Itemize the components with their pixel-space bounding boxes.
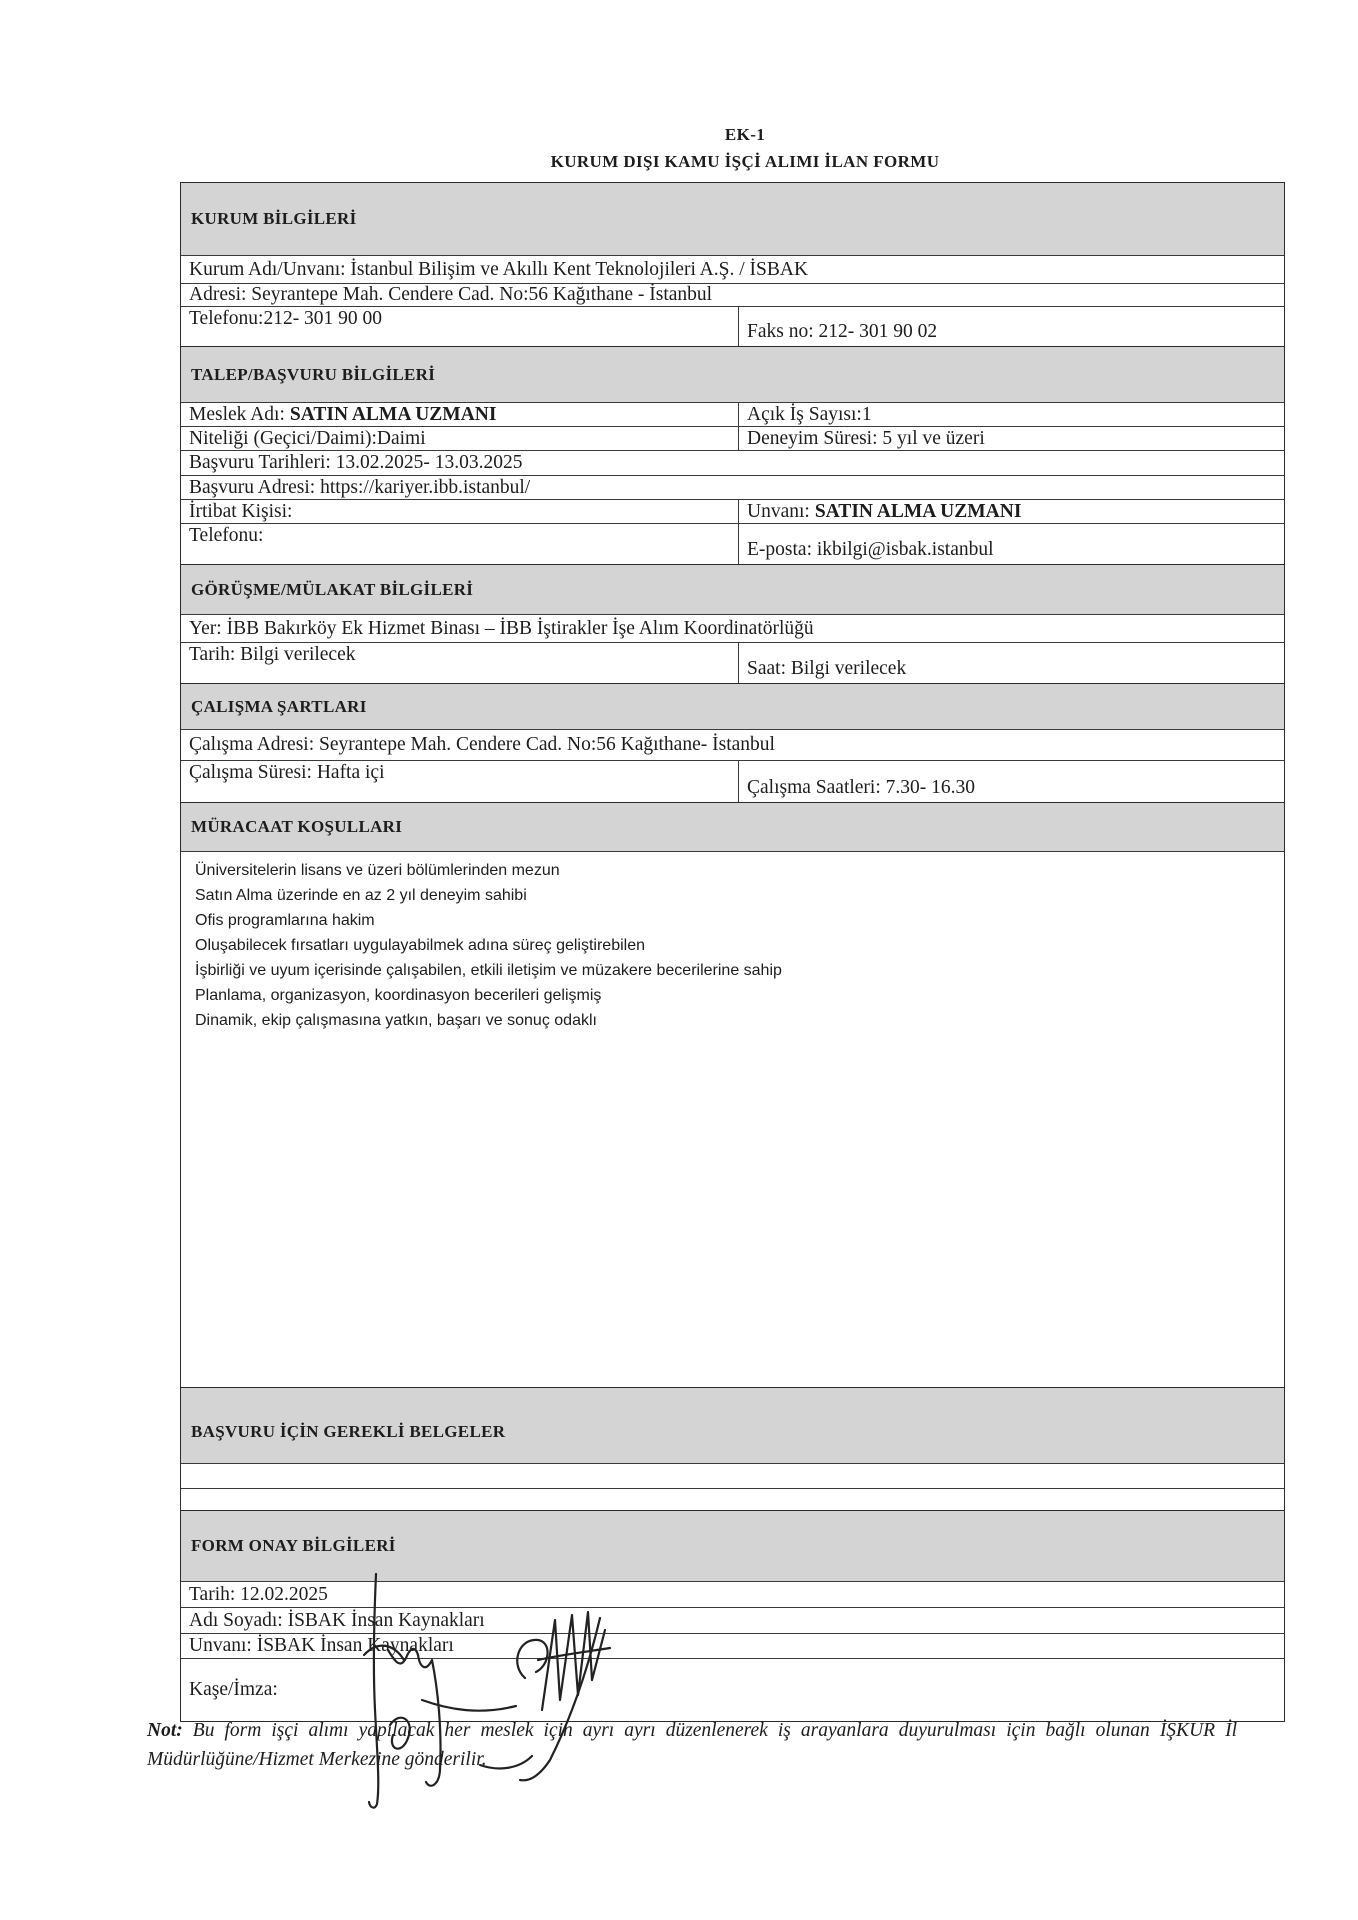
interview-date: Tarih: Bilgi verilecek — [189, 644, 356, 665]
gorusme-place-row — [181, 614, 1284, 642]
section-belgeler-title: BAŞVURU İÇİN GEREKLİ BELGELER — [191, 1421, 506, 1441]
section-gorusme-header — [181, 564, 1284, 614]
condition-item: Ofis programlarına hakim — [195, 912, 375, 929]
kurum-fax: Faks no: 212- 301 90 02 — [738, 307, 1284, 346]
section-onay-header — [181, 1510, 1284, 1581]
document-code: EK-1 — [724, 125, 766, 144]
onay-date-row — [181, 1581, 1284, 1607]
kurum-address-row — [181, 283, 1284, 306]
occupation-value: SATIN ALMA UZMANI — [289, 403, 497, 425]
contact-phone: Telefonu: — [189, 525, 264, 546]
documents-row — [181, 1488, 1284, 1510]
talep-occupation-row — [181, 402, 1284, 426]
conditions-list — [195, 858, 1284, 1033]
section-kurum-header — [181, 183, 1284, 255]
section-calisma-header — [181, 683, 1284, 729]
open-positions: Açık İş Sayısı:1 — [738, 403, 1284, 426]
gorusme-datetime-row — [181, 642, 1284, 683]
handwritten-signature — [360, 1560, 640, 1820]
interview-place: Yer: İBB Bakırköy Ek Hizmet Binası – İBB İştirakler İşe Alım Koordinatörlüğü — [189, 617, 814, 639]
section-gorusme-title: GÖRÜŞME/MÜLAKAT BİLGİLERİ — [191, 579, 474, 599]
talep-dates-row — [181, 450, 1284, 475]
kurum-phone: Telefonu:212- 301 90 00 — [189, 308, 383, 329]
talep-contact-row — [181, 499, 1284, 523]
condition-item: İşbirliği ve uyum içerisinde çalışabilen, etkili iletişim ve müzakere becerilerine sahip — [195, 962, 782, 979]
note-text: Bu form işçi alımı yapılacak her meslek için ayrı ayrı düzenlenerek iş arayanlara duyurulması için bağlı olunan İŞKUR İl Müdürlüğüne/Hizmet Merkezine gönderilir. — [147, 1720, 1238, 1770]
occupation-label: Meslek Adı: — [189, 403, 285, 425]
application-address: Başvuru Adresi: https://kariyer.ibb.istanbul/ — [189, 476, 531, 498]
section-talep-header — [181, 346, 1284, 402]
section-onay-title: FORM ONAY BİLGİLERİ — [191, 1536, 396, 1555]
condition-item: Üniversitelerin lisans ve üzeri bölümlerinden mezun — [195, 862, 560, 879]
section-muracaat-title: MÜRACAAT KOŞULLARI — [191, 817, 403, 836]
work-duration: Çalışma Süresi: Hafta içi — [189, 762, 385, 783]
documents-row — [181, 1463, 1284, 1488]
interview-time: Saat: Bilgi verilecek — [738, 643, 1284, 683]
kurum-contact-row — [181, 306, 1284, 346]
talep-phone-row — [181, 523, 1284, 564]
kurum-name: Kurum Adı/Unvanı: İstanbul Bilişim ve Akıllı Kent Teknolojileri A.Ş. / İSBAK — [189, 258, 809, 280]
talep-address-row — [181, 475, 1284, 499]
document-title: KURUM DIŞI KAMU İŞÇİ ALIMI İLAN FORMU — [550, 152, 940, 171]
occupation-cell — [181, 403, 738, 426]
application-dates: Başvuru Tarihleri: 13.02.2025- 13.03.2025 — [189, 452, 523, 473]
contact-email: E-posta: ikbilgi@isbak.istanbul — [738, 524, 1284, 564]
condition-item: Planlama, organizasyon, koordinasyon becerileri gelişmiş — [195, 987, 602, 1004]
onay-title-row — [181, 1633, 1284, 1658]
kurum-name-row — [181, 255, 1284, 283]
approval-date: Tarih: 12.02.2025 — [189, 1583, 328, 1605]
contact-title-value: SATIN ALMA UZMANI — [814, 500, 1022, 522]
approver-name: Adı Soyadı: İSBAK İnsan Kaynakları — [189, 1609, 485, 1631]
section-talep-title: TALEP/BAŞVURU BİLGİLERİ — [191, 364, 436, 384]
calisma-time-row — [181, 760, 1284, 802]
stamp-signature-label: Kaşe/İmza: — [189, 1679, 278, 1700]
section-muracaat-header — [181, 802, 1284, 851]
contact-title-cell — [738, 500, 1284, 523]
calisma-address-row — [181, 729, 1284, 760]
footer-note — [147, 1716, 1237, 1774]
onay-stamp-row — [181, 1658, 1284, 1721]
onay-name-row — [181, 1607, 1284, 1633]
condition-item: Satın Alma üzerinde en az 2 yıl deneyim sahibi — [195, 887, 527, 904]
section-kurum-title: KURUM BİLGİLERİ — [191, 209, 357, 228]
condition-item: Dinamik, ekip çalışmasına yatkın, başarı ve sonuç odaklı — [195, 1012, 597, 1029]
announcement-form — [180, 182, 1285, 1722]
note-label: Not: — [147, 1720, 183, 1741]
work-hours: Çalışma Saatleri: 7.30- 16.30 — [738, 761, 1284, 802]
section-calisma-title: ÇALIŞMA ŞARTLARI — [191, 696, 367, 716]
approver-title: Unvanı: İSBAK İnsan Kaynakları — [189, 1635, 454, 1656]
employment-type: Niteliği (Geçici/Daimi):Daimi — [189, 427, 426, 449]
condition-item: Oluşabilecek fırsatları uygulayabilmek adına süreç geliştirebilen — [195, 937, 645, 954]
conditions-box — [181, 851, 1284, 1387]
work-address: Çalışma Adresi: Seyrantepe Mah. Cendere Cad. No:56 Kağıthane- İstanbul — [189, 734, 775, 755]
experience: Deneyim Süresi: 5 yıl ve üzeri — [738, 427, 1284, 450]
contact-title-label: Unvanı: — [747, 500, 810, 522]
talep-type-row — [181, 426, 1284, 450]
kurum-address: Adresi: Seyrantepe Mah. Cendere Cad. No:56 Kağıthane - İstanbul — [189, 284, 713, 305]
section-belgeler-header — [181, 1387, 1284, 1463]
contact-person: İrtibat Kişisi: — [189, 500, 293, 522]
